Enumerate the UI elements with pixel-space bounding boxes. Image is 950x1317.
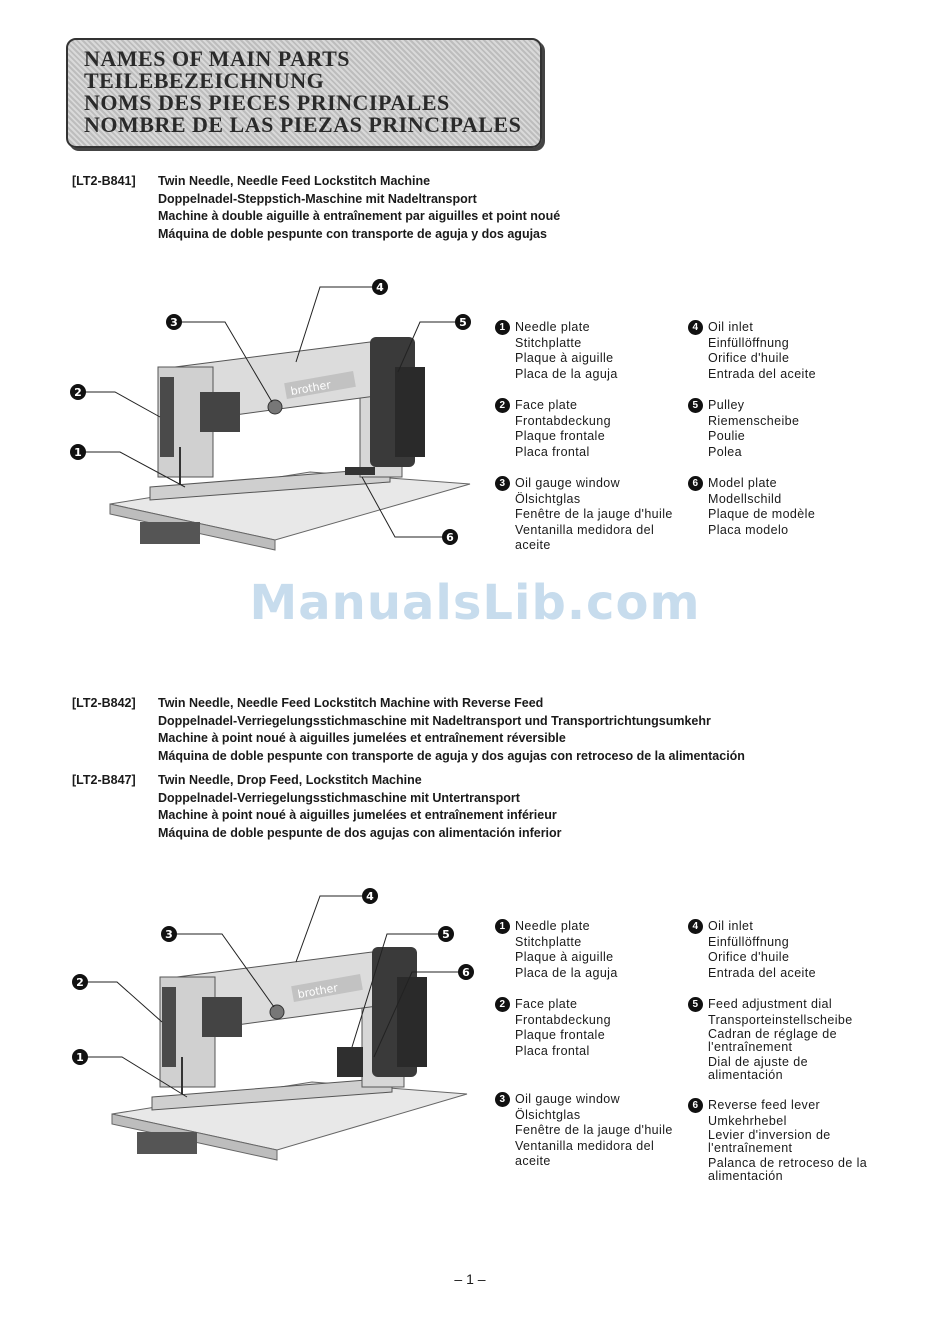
model-code: [LT2-B842] [72,696,136,710]
tension-assembly [202,997,242,1037]
part-number-badge: 6 [688,476,703,491]
part-name-german: Einfüllöffnung [708,335,790,350]
callout-4-label: 4 [366,890,374,903]
brand-label: brother [296,981,339,1002]
part-number-badge: 5 [688,997,703,1012]
title-english: NAMES OF MAIN PARTS [84,46,351,71]
part-face-plate [495,398,673,460]
part-number-badge: 6 [688,1098,703,1113]
oil-gauge-window [270,1005,284,1019]
tension-assembly [200,392,240,432]
callout-3-label: 3 [170,316,178,329]
model-code: [LT2-B847] [72,773,136,787]
callout-2-label: 2 [74,386,82,399]
model-titles [158,695,745,765]
callout-1-label: 1 [76,1051,84,1064]
part-name-german: Stitchplatte [515,335,582,350]
part-reverse-feed-lever [688,1098,867,1183]
part-model-plate [688,476,816,538]
model-title-german: Doppelnadel-Verriegelungsstichmaschine mit Nadeltransport und Transportrichtungsumkehr [158,713,711,728]
part-name-german: Riemenscheibe [708,413,800,428]
model-title-spanish: Máquina de doble pespunte con transporte de aguja y dos agujas con retroceso de la alimentación [158,748,745,763]
part-name-french-cont: l'entraînement [708,1040,793,1054]
machine-figure-lt2-b841 [60,272,480,572]
model-code: [LT2-B841] [72,174,136,188]
part-name-french: Plaque frontale [515,1028,606,1042]
callout-6-label: 6 [462,966,470,979]
part-name-english: Reverse feed lever [708,1098,821,1112]
pulley [395,367,425,457]
part-number-badge: 3 [495,476,510,491]
sewing-machine-illustration [60,272,480,572]
feed-adjustment-dial [337,1047,363,1077]
part-name-english: Needle plate [515,320,590,334]
part-name-spanish: Ventanilla medidora del [515,1138,655,1153]
face-plate [162,987,176,1067]
part-oil-inlet [688,919,867,981]
part-name-english: Face plate [515,997,578,1011]
part-name-spanish: Placa modelo [708,522,789,537]
part-name-english: Oil inlet [708,320,754,334]
callout-4-label: 4 [376,281,384,294]
part-name-german: Transporteinstellscheibe [708,1012,853,1027]
part-number-badge: 4 [688,919,703,934]
part-name-french: Levier d'inversion de [708,1128,831,1142]
part-name-spanish: Dial de ajuste de [708,1055,808,1069]
model-title-spanish: Máquina de doble pespunte de dos agujas con alimentación inferior [158,825,562,840]
part-name-spanish: Placa de la aguja [515,366,618,381]
model-title-french: Machine à point noué à aiguilles jumelées et entraînement inférieur [158,808,557,822]
parts-list-right-lt2-b847 [688,919,867,1199]
face-plate [160,377,174,457]
part-name-spanish-cont: alimentación [708,1169,783,1183]
page-title-banner [66,38,542,148]
part-name-english: Feed adjustment dial [708,997,833,1011]
model-title-german: Doppelnadel-Steppstich-Maschine mit Nadeltransport [158,191,477,206]
part-name-spanish: Polea [708,444,742,459]
part-number-badge: 3 [495,1092,510,1107]
model-title-english: Twin Needle, Needle Feed Lockstitch Machine [158,174,431,188]
part-name-english: Oil gauge window [515,1092,621,1106]
part-name-english: Needle plate [515,919,590,933]
parts-list-left-lt2-b841 [495,320,673,570]
part-name-french-cont: l'entraînement [708,1141,793,1155]
pulley [397,977,427,1067]
part-number-badge: 1 [495,919,510,934]
part-name-english: Oil gauge window [515,476,621,490]
part-name-english: Model plate [708,476,778,490]
part-name-german: Modellschild [708,491,782,506]
part-name-spanish: Placa de la aguja [515,965,618,980]
part-name-german: Frontabdeckung [515,1012,611,1027]
part-name-spanish: Placa frontal [515,444,590,459]
watermark: ManualsLib.com [249,575,701,631]
part-name-german: Frontabdeckung [515,413,611,428]
page-number: – 1 – [454,1271,486,1287]
part-face-plate [495,997,673,1059]
callout-1-label: 1 [74,446,82,459]
part-name-french: Orifice d'huile [708,351,790,365]
model-titles [158,173,560,243]
part-pulley [688,398,816,460]
part-name-english: Pulley [708,398,745,412]
part-name-french: Plaque à aiguille [515,950,614,964]
part-name-spanish: Entrada del aceite [708,965,816,980]
treadle-underside [137,1132,197,1154]
model-title-french: Machine à double aiguille à entraînement par aiguilles et point noué [158,209,561,223]
part-oil-inlet [688,320,816,382]
part-name-french: Poulie [708,429,746,443]
title-german: TEILEBEZEICHNUNG [84,68,325,93]
part-feed-adjustment-dial [688,997,867,1082]
model-title-german: Doppelnadel-Verriegelungsstichmaschine mit Untertransport [158,790,520,805]
oil-gauge-window [268,400,282,414]
part-name-french: Plaque de modèle [708,507,816,521]
title-french: NOMS DES PIECES PRINCIPALES [84,90,450,115]
part-number-badge: 2 [495,997,510,1012]
callout-5-label: 5 [459,316,467,329]
sewing-machine-illustration [62,882,482,1182]
model-title-french: Machine à point noué à aiguilles jumelées et entraînement réversible [158,731,566,745]
callout-2-label: 2 [76,976,84,989]
parts-list-left-lt2-b847 [495,919,673,1186]
title-spanish: NOMBRE DE LAS PIEZAS PRINCIPALES [84,112,522,137]
callout-3-label: 3 [165,928,173,941]
part-name-french: Plaque à aiguille [515,351,614,365]
part-name-german: Stitchplatte [515,934,582,949]
model-title-english: Twin Needle, Needle Feed Lockstitch Machine with Reverse Feed [158,696,544,710]
model-title-spanish: Máquina de doble pespunte con transporte de aguja y dos agujas [158,226,547,241]
part-name-spanish: Placa frontal [515,1043,590,1058]
part-needle-plate [495,919,673,981]
part-name-french: Fenêtre de la jauge d'huile [515,1123,673,1137]
part-name-french: Cadran de réglage de [708,1027,837,1041]
part-oil-gauge-window [495,1092,673,1170]
part-name-german: Umkehrhebel [708,1113,787,1128]
part-name-english: Oil inlet [708,919,754,933]
parts-list-right-lt2-b841 [688,320,816,554]
callout-6-label: 6 [446,531,454,544]
part-number-badge: 1 [495,320,510,335]
machine-figure-lt2-b847 [62,882,482,1182]
part-name-spanish: Palanca de retroceso de la [708,1156,868,1170]
part-name-english: Face plate [515,398,578,412]
part-number-badge: 2 [495,398,510,413]
part-name-spanish-cont: aceite [515,538,551,552]
part-name-french: Fenêtre de la jauge d'huile [515,507,673,521]
part-number-badge: 4 [688,320,703,335]
part-name-spanish-cont: aceite [515,1154,551,1168]
part-name-spanish-cont: alimentación [708,1068,783,1082]
part-name-french: Orifice d'huile [708,950,790,964]
part-oil-gauge-window [495,476,673,554]
part-name-spanish: Entrada del aceite [708,366,816,381]
part-number-badge: 5 [688,398,703,413]
part-name-german: Einfüllöffnung [708,934,790,949]
part-needle-plate [495,320,673,382]
part-name-german: Ölsichtglas [515,491,581,506]
part-name-german: Ölsichtglas [515,1107,581,1122]
brand-label: brother [289,378,332,399]
part-name-french: Plaque frontale [515,429,606,443]
treadle-underside [140,522,200,544]
model-title-english: Twin Needle, Drop Feed, Lockstitch Machine [158,773,422,787]
callout-5-label: 5 [442,928,450,941]
model-titles [158,772,562,842]
part-name-spanish: Ventanilla medidora del [515,522,655,537]
model-plate [345,467,375,475]
